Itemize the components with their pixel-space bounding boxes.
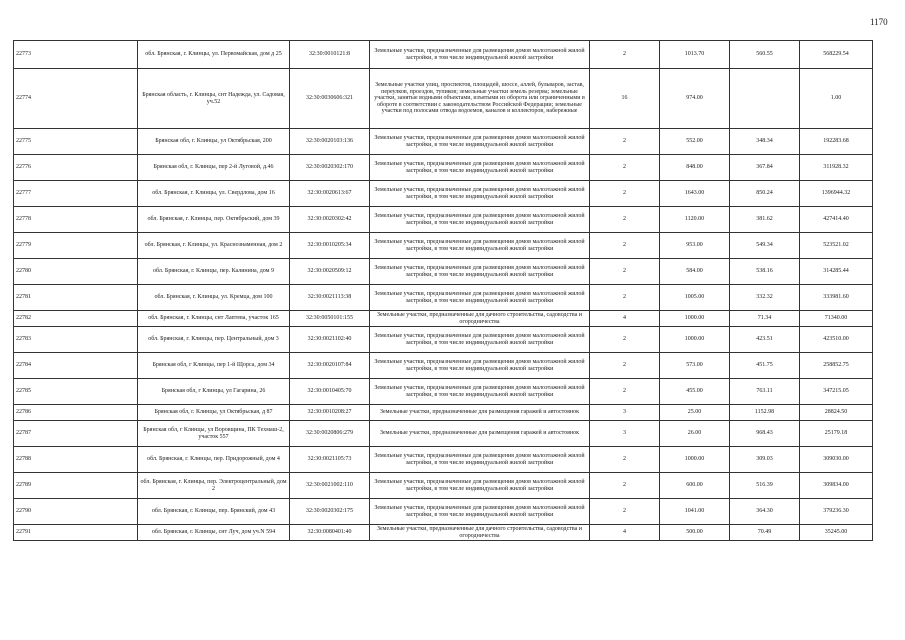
row-number-cell: 22789	[14, 473, 138, 499]
group-code-cell: 2	[590, 233, 660, 259]
cadastral-number-cell: 32:30:0030606:321	[290, 69, 370, 129]
address-cell: обл. Брянская, г. Клинцы, снт Луч, дом уч.N 594	[138, 525, 290, 541]
table-row	[14, 353, 873, 379]
unit-value-cell: 332.32	[730, 285, 800, 311]
row-number-cell: 22783	[14, 327, 138, 353]
row-number-cell: 22774	[14, 69, 138, 129]
group-code-cell: 2	[590, 473, 660, 499]
cadastral-value-cell: 25179.18	[800, 421, 873, 447]
cadastral-number-cell: 32:30:0050101:155	[290, 311, 370, 327]
area-cell: 1000.00	[660, 311, 730, 327]
unit-value-cell: 309.03	[730, 447, 800, 473]
unit-value-cell: 71.34	[730, 311, 800, 327]
table-row	[14, 129, 873, 155]
group-code-cell: 2	[590, 285, 660, 311]
table-row	[14, 421, 873, 447]
cadastral-value-cell: 311928.32	[800, 155, 873, 181]
land-use-cell: Земельные участки, предназначенные для размещения гаражей и автостоянок	[370, 405, 590, 421]
unit-value-cell: 850.24	[730, 181, 800, 207]
cadastral-value-cell: 379236.30	[800, 499, 873, 525]
cadastral-value-cell: 1.00	[800, 69, 873, 129]
row-number-cell: 22791	[14, 525, 138, 541]
area-cell: 1120.00	[660, 207, 730, 233]
table-row	[14, 447, 873, 473]
address-cell: обл. Брянская, г. Клинцы, ул. Кремца, дом 100	[138, 285, 290, 311]
cadastral-value-cell: 333981.60	[800, 285, 873, 311]
group-code-cell: 2	[590, 353, 660, 379]
table-row	[14, 155, 873, 181]
table-row	[14, 473, 873, 499]
row-number-cell: 22775	[14, 129, 138, 155]
cadastral-value-cell: 314285.44	[800, 259, 873, 285]
table-row	[14, 525, 873, 541]
cadastral-value-cell: 309834.00	[800, 473, 873, 499]
address-cell: Брянская область, г. Клинцы, снт Надежда, ул. Садовая, уч.52	[138, 69, 290, 129]
area-cell: 1000.00	[660, 447, 730, 473]
land-use-cell: Земельные участки, предназначенные для размещения домов малоэтажной жилой застройки, в том числе индивидуальной жилой застройки	[370, 207, 590, 233]
cadastral-number-cell: 32:30:0021105:73	[290, 447, 370, 473]
address-cell: обл. Брянская, г. Клинцы, пер. Электроцентральный, дом 2	[138, 473, 290, 499]
cadastral-number-cell: 32:30:0020302:175	[290, 499, 370, 525]
table-row	[14, 379, 873, 405]
table-row	[14, 259, 873, 285]
cadastral-number-cell: 32:30:0020613:67	[290, 181, 370, 207]
group-code-cell: 2	[590, 499, 660, 525]
unit-value-cell: 549.34	[730, 233, 800, 259]
address-cell: Брянская обл, г. Клинцы, ул Октябрьская, 200	[138, 129, 290, 155]
table-body	[14, 41, 873, 541]
table-row	[14, 69, 873, 129]
row-number-cell: 22787	[14, 421, 138, 447]
area-cell: 600.00	[660, 473, 730, 499]
cadastral-number-cell: 32:30:0010205:34	[290, 233, 370, 259]
page-number: 1170	[870, 17, 888, 27]
address-cell: обл. Брянская, г. Клинцы, пер. Октябрьский, дом 39	[138, 207, 290, 233]
area-cell: 573.00	[660, 353, 730, 379]
row-number-cell: 22778	[14, 207, 138, 233]
group-code-cell: 2	[590, 327, 660, 353]
land-use-cell: Земельные участки, предназначенные для размещения домов малоэтажной жилой застройки, в том числе индивидуальной жилой застройки	[370, 379, 590, 405]
group-code-cell: 2	[590, 41, 660, 69]
land-use-cell: Земельные участки, предназначенные для дачного строительства, садоводства и огородничества	[370, 311, 590, 327]
cadastral-number-cell: 32:30:0020103:136	[290, 129, 370, 155]
address-cell: Брянская обл, г Клинцы, пер 1-й Щорса, дом 34	[138, 353, 290, 379]
table-row	[14, 181, 873, 207]
group-code-cell: 16	[590, 69, 660, 129]
row-number-cell: 22788	[14, 447, 138, 473]
cadastral-value-cell: 523521.02	[800, 233, 873, 259]
cadastral-number-cell: 32:30:0080401:40	[290, 525, 370, 541]
unit-value-cell: 516.39	[730, 473, 800, 499]
land-use-cell: Земельные участки, предназначенные для размещения домов малоэтажной жилой застройки, в том числе индивидуальной жилой застройки	[370, 233, 590, 259]
address-cell: обл. Брянская, г. Клинцы, пер. Придорожный, дом 4	[138, 447, 290, 473]
cadastral-number-cell: 32:30:0021113:38	[290, 285, 370, 311]
cadastral-number-cell: 32:30:0020302:170	[290, 155, 370, 181]
row-number-cell: 22780	[14, 259, 138, 285]
table-row	[14, 41, 873, 69]
row-number-cell: 22785	[14, 379, 138, 405]
cadastral-value-cell: 309030.00	[800, 447, 873, 473]
area-cell: 1643.00	[660, 181, 730, 207]
unit-value-cell: 70.49	[730, 525, 800, 541]
group-code-cell: 3	[590, 421, 660, 447]
group-code-cell: 2	[590, 207, 660, 233]
cadastral-number-cell: 32:30:0020509:12	[290, 259, 370, 285]
area-cell: 1041.00	[660, 499, 730, 525]
row-number-cell: 22779	[14, 233, 138, 259]
area-cell: 552.00	[660, 129, 730, 155]
address-cell: обл. Брянская, г. Клинцы, пер. Центральный, дом 3	[138, 327, 290, 353]
land-use-cell: Земельные участки, предназначенные для размещения домов малоэтажной жилой застройки, в том числе индивидуальной жилой застройки	[370, 155, 590, 181]
unit-value-cell: 364.30	[730, 499, 800, 525]
cadastral-value-cell: 423510.00	[800, 327, 873, 353]
cadastral-value-cell: 568229.54	[800, 41, 873, 69]
cadastral-value-cell: 28824.50	[800, 405, 873, 421]
cadastral-value-cell: 427414.40	[800, 207, 873, 233]
row-number-cell: 22784	[14, 353, 138, 379]
land-use-cell: Земельные участки, предназначенные для размещения гаражей и автостоянок	[370, 421, 590, 447]
row-number-cell: 22781	[14, 285, 138, 311]
row-number-cell: 22782	[14, 311, 138, 327]
cadastral-value-cell: 192283.68	[800, 129, 873, 155]
land-use-cell: Земельные участки, предназначенные для размещения домов малоэтажной жилой застройки, в том числе индивидуальной жилой застройки	[370, 129, 590, 155]
land-use-cell: Земельные участки, предназначенные для размещения домов малоэтажной жилой застройки, в том числе индивидуальной жилой застройки	[370, 41, 590, 69]
group-code-cell: 2	[590, 129, 660, 155]
area-cell: 953.00	[660, 233, 730, 259]
area-cell: 25.00	[660, 405, 730, 421]
table-row	[14, 327, 873, 353]
unit-value-cell: 381.62	[730, 207, 800, 233]
land-use-cell: Земельные участки, предназначенные для размещения домов малоэтажной жилой застройки, в том числе индивидуальной жилой застройки	[370, 447, 590, 473]
group-code-cell: 4	[590, 525, 660, 541]
table-row	[14, 405, 873, 421]
cadastral-value-cell: 258852.75	[800, 353, 873, 379]
table-row	[14, 499, 873, 525]
area-cell: 26.00	[660, 421, 730, 447]
cadastral-value-cell: 1396944.32	[800, 181, 873, 207]
area-cell: 1013.70	[660, 41, 730, 69]
group-code-cell: 2	[590, 447, 660, 473]
land-use-cell: Земельные участки, предназначенные для размещения домов малоэтажной жилой застройки, в том числе индивидуальной жилой застройки	[370, 285, 590, 311]
address-cell: обл. Брянская, г. Клинцы, пер. Брянский, дом 43	[138, 499, 290, 525]
cadastral-number-cell: 32:30:0020302:42	[290, 207, 370, 233]
area-cell: 584.00	[660, 259, 730, 285]
area-cell: 500.00	[660, 525, 730, 541]
unit-value-cell: 763.11	[730, 379, 800, 405]
row-number-cell: 22773	[14, 41, 138, 69]
row-number-cell: 22786	[14, 405, 138, 421]
address-cell: обл. Брянская, г. Клинцы, ул. Краснознаменная, дом 2	[138, 233, 290, 259]
cadastral-value-cell: 35245.00	[800, 525, 873, 541]
cadastral-value-cell: 71340.00	[800, 311, 873, 327]
unit-value-cell: 451.75	[730, 353, 800, 379]
cadastral-number-cell: 32:30:0020806:279	[290, 421, 370, 447]
cadastral-number-cell: 32:30:0010405:70	[290, 379, 370, 405]
table-row	[14, 311, 873, 327]
address-cell: Брянская обл, г Клинцы, ул Воровщина, ПК Техмаш-2, участок 557	[138, 421, 290, 447]
address-cell: Брянская обл, г Клинцы, ул Гагарина, 26	[138, 379, 290, 405]
land-use-cell: Земельные участки, предназначенные для размещения домов малоэтажной жилой застройки, в том числе индивидуальной жилой застройки	[370, 259, 590, 285]
cadastral-number-cell: 32:30:0020107:84	[290, 353, 370, 379]
table-row	[14, 207, 873, 233]
cadastral-number-cell: 32:30:0010208:27	[290, 405, 370, 421]
unit-value-cell	[730, 69, 800, 129]
address-cell: обл. Брянская, г. Клинцы, снт Лаптева, участок 165	[138, 311, 290, 327]
group-code-cell: 4	[590, 311, 660, 327]
group-code-cell: 2	[590, 181, 660, 207]
area-cell: 1005.00	[660, 285, 730, 311]
unit-value-cell: 423.51	[730, 327, 800, 353]
cadastral-number-cell: 32:30:0021102:40	[290, 327, 370, 353]
area-cell: 848.00	[660, 155, 730, 181]
group-code-cell: 3	[590, 405, 660, 421]
table-row	[14, 233, 873, 259]
unit-value-cell: 560.55	[730, 41, 800, 69]
row-number-cell: 22776	[14, 155, 138, 181]
group-code-cell: 2	[590, 259, 660, 285]
address-cell: Брянская обл, г. Клинцы, пер 2-й Луговой, д.46	[138, 155, 290, 181]
row-number-cell: 22790	[14, 499, 138, 525]
land-use-cell: Земельные участки, предназначенные для размещения домов малоэтажной жилой застройки, в том числе индивидуальной жилой застройки	[370, 473, 590, 499]
unit-value-cell: 968.43	[730, 421, 800, 447]
area-cell: 1000.00	[660, 327, 730, 353]
address-cell: Брянская обл, г. Клинцы, ул Октябрьская, д 87	[138, 405, 290, 421]
land-use-cell: Земельные участки улиц, проспектов, площадей, шоссе, аллей, бульваров, застав, переулков, проездов, тупиков; земельные участки земель резерва; земельные участки, занятые водными объектами, изъятыми из оборота или ограниченными в обороте в соответствии с законодательством Российской Федерации; земельные участки под полосами отвода водоемов, каналов и коллекторов, набережные	[370, 69, 590, 129]
unit-value-cell: 348.34	[730, 129, 800, 155]
land-use-cell: Земельные участки, предназначенные для размещения домов малоэтажной жилой застройки, в том числе индивидуальной жилой застройки	[370, 327, 590, 353]
address-cell: обл. Брянская, г. Клинцы, пер. Калинина, дом 9	[138, 259, 290, 285]
row-number-cell: 22777	[14, 181, 138, 207]
land-use-cell: Земельные участки, предназначенные для размещения домов малоэтажной жилой застройки, в том числе индивидуальной жилой застройки	[370, 499, 590, 525]
land-use-cell: Земельные участки, предназначенные для размещения домов малоэтажной жилой застройки, в том числе индивидуальной жилой застройки	[370, 181, 590, 207]
unit-value-cell: 538.16	[730, 259, 800, 285]
unit-value-cell: 1152.98	[730, 405, 800, 421]
cadastral-number-cell: 32:30:0021002:110	[290, 473, 370, 499]
area-cell: 455.00	[660, 379, 730, 405]
table-row	[14, 285, 873, 311]
cadastral-value-table	[13, 40, 873, 541]
address-cell: обл. Брянская, г. Клинцы, ул. Свердлова, дом 16	[138, 181, 290, 207]
land-use-cell: Земельные участки, предназначенные для дачного строительства, садоводства и огородничества	[370, 525, 590, 541]
land-use-cell: Земельные участки, предназначенные для размещения домов малоэтажной жилой застройки, в том числе индивидуальной жилой застройки	[370, 353, 590, 379]
group-code-cell: 2	[590, 155, 660, 181]
group-code-cell: 2	[590, 379, 660, 405]
area-cell: 974.00	[660, 69, 730, 129]
cadastral-number-cell: 32:30:0010121:8	[290, 41, 370, 69]
cadastral-value-cell: 347215.05	[800, 379, 873, 405]
address-cell: обл. Брянская, г. Клинцы, ул. Первомайская, дом д 25	[138, 41, 290, 69]
unit-value-cell: 367.84	[730, 155, 800, 181]
